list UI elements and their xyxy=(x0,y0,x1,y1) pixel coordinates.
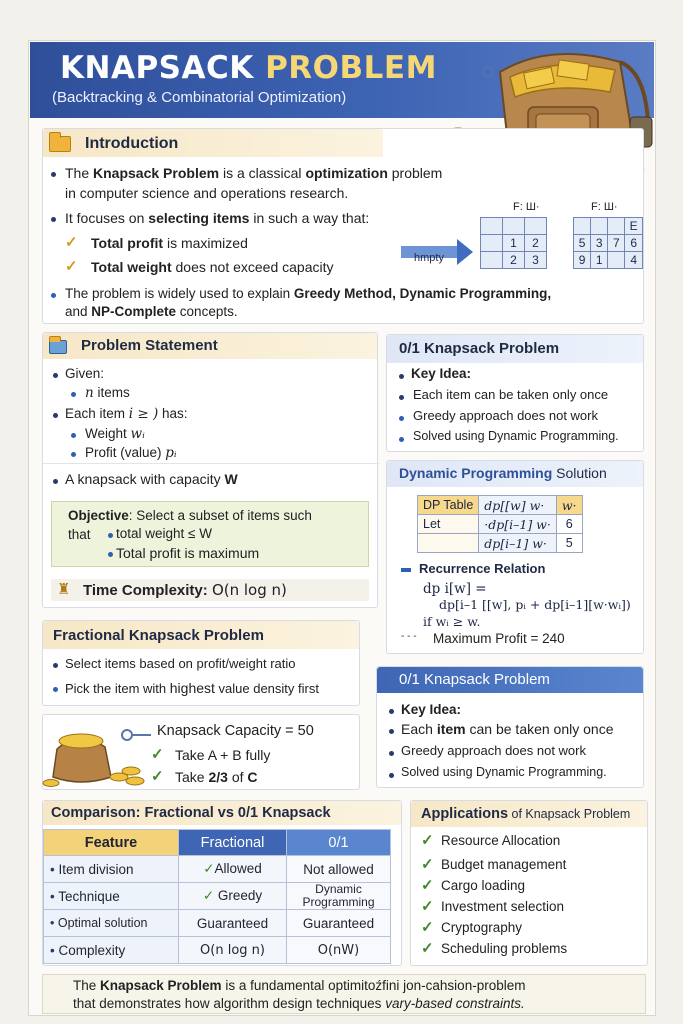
profit-item: Profit (value) pᵢ xyxy=(85,445,177,461)
objective-item-2: Total profit is maximum xyxy=(116,545,260,561)
applications-card xyxy=(410,800,648,966)
capacity-title: Knapsack Capacity = 50 xyxy=(157,723,314,739)
fractional-item-2: Pick the item with highest value density first xyxy=(65,680,319,696)
bullet-icon xyxy=(51,293,56,298)
zero-one-knapsack-card-top xyxy=(386,334,644,452)
bullet-icon xyxy=(389,709,394,714)
table-cell: Not allowed xyxy=(287,856,391,883)
check-icon: ✓ xyxy=(421,856,434,873)
given-label: Given: xyxy=(65,366,105,381)
footer-line-2: that demonstrates how algorithm design techniques vary-based constraints. xyxy=(73,996,525,1011)
page-title: KNAPSACK PROBLEM xyxy=(60,50,437,86)
bullet-icon xyxy=(71,452,76,457)
check-icon: ✓ xyxy=(421,940,434,957)
fractional-card xyxy=(42,620,360,706)
check-icon: ✓ xyxy=(65,258,78,275)
table-header-feature: Feature xyxy=(44,830,179,856)
table-row xyxy=(44,937,391,964)
trophy-icon: ♜ xyxy=(57,581,71,598)
application-item: Cargo loading xyxy=(441,878,526,893)
zero-one-item-2: Greedy approach does not work xyxy=(413,408,598,423)
dp-table-cell xyxy=(418,534,479,553)
table-cell: ✓Allowed xyxy=(179,856,287,883)
formula-line-3: if wᵢ ≥ w. xyxy=(423,614,481,629)
problem-statement-title: Problem Statement xyxy=(81,337,218,354)
folder-icon xyxy=(49,136,71,152)
table-cell: • Item division xyxy=(44,856,179,883)
illustration-table-1: 1 2 2 3 xyxy=(480,217,547,269)
n-items: n items xyxy=(85,385,130,401)
check-icon: ✓ xyxy=(421,919,434,936)
arrow-label: hmpty xyxy=(414,252,444,264)
objective-that: that xyxy=(68,527,91,542)
key-icon xyxy=(121,727,155,743)
check-icon: ✓ xyxy=(421,898,434,915)
illustration-table-2: E 5 3 7 6 9 1 4 xyxy=(573,217,643,269)
table2-header: F: Ш· xyxy=(591,201,618,213)
dash-marker: - - - xyxy=(401,631,417,642)
application-item: Budget management xyxy=(441,857,567,872)
check-icon: ✓ xyxy=(421,877,434,894)
time-complexity: Time Complexity: O(n log n) xyxy=(83,581,287,599)
capacity-step-2: Take 2/3 of C xyxy=(175,769,258,785)
table-row xyxy=(44,883,391,910)
dp-table-cell: ·dp[i–1] w· xyxy=(479,515,557,534)
intro-paragraph-3-line-2: and NP-Complete concepts. xyxy=(65,304,238,319)
weight-item: Weight wᵢ xyxy=(85,426,145,442)
bullet-icon xyxy=(399,416,404,421)
bullet-icon xyxy=(399,395,404,400)
dp-solution-title: Dynamic Programming Solution xyxy=(399,465,607,481)
applications-title: Applications of Knapsack Problem xyxy=(421,806,631,822)
application-item: Resource Allocation xyxy=(441,833,561,848)
bullet-icon xyxy=(53,373,58,378)
bullet-icon xyxy=(53,479,58,484)
check-icon: ✓ xyxy=(151,746,164,763)
table1-header: F: Ш· xyxy=(513,201,540,213)
table-cell: Dynamic Programming xyxy=(287,883,391,910)
objective-box xyxy=(51,501,369,567)
capacity-step-1: Take A + B fully xyxy=(175,747,271,763)
dp-table-cell: dp[[w] w· xyxy=(479,496,557,515)
introduction-title: Introduction xyxy=(85,135,179,152)
bullet-icon xyxy=(389,773,394,778)
table-cell: ✓ Greedy xyxy=(179,883,287,910)
key-idea-label-bottom: Key Idea: xyxy=(401,702,462,717)
fractional-item-1: Select items based on profit/weight ratio xyxy=(65,656,296,671)
dp-solution-card xyxy=(386,460,644,654)
key-idea-label: Key Idea: xyxy=(411,366,472,381)
zero-one-title-bottom: 0/1 Knapsack Problem xyxy=(399,671,550,688)
dp-table-cell: DP Table xyxy=(418,496,479,515)
bullet-icon xyxy=(53,413,58,418)
table-cell: • Technique xyxy=(44,883,179,910)
dp-table-cell: Let xyxy=(418,515,479,534)
bullet-icon xyxy=(71,433,76,438)
divider xyxy=(43,463,379,464)
comparison-title: Comparison: Fractional vs 0/1 Knapsack xyxy=(51,805,331,821)
table-cell: Guaranteed xyxy=(179,910,287,937)
zero-one-bottom-item-1: Each item can be taken only once xyxy=(401,721,614,737)
bullet-icon xyxy=(51,217,56,222)
capacity-example-card xyxy=(42,714,360,790)
application-item: Investment selection xyxy=(441,899,565,914)
footer-summary xyxy=(42,974,646,1014)
table-header-zero-one: 0/1 xyxy=(287,830,391,856)
bullet-icon xyxy=(71,392,76,397)
comparison-table xyxy=(43,829,391,964)
intro-paragraph-1-line-2: in computer science and operations research. xyxy=(65,185,349,201)
dp-table-cell: w· xyxy=(556,496,582,515)
dp-table-cell: 5 xyxy=(556,534,582,553)
problem-statement-card xyxy=(42,332,378,608)
bullet-icon xyxy=(399,374,404,379)
table-header-fractional: Fractional xyxy=(179,830,287,856)
bullet-icon xyxy=(389,729,394,734)
bullet-icon xyxy=(399,437,404,442)
zero-one-item-3: Solved using Dynamic Programming. xyxy=(413,429,619,443)
intro-check-2: Total weight does not exceed capacity xyxy=(91,259,334,275)
introduction-card xyxy=(42,128,644,324)
table-cell: O(nW) xyxy=(287,937,391,964)
max-profit: Maximum Profit = 240 xyxy=(433,631,565,646)
each-item: Each item i ≥ ) has: xyxy=(65,406,188,422)
dp-table-cell: dp[i–1] w· xyxy=(479,534,557,553)
formula-line-2: dp[i–1 [[w], pᵢ + dp[i–1][w·wᵢ]) xyxy=(439,597,631,612)
knapsack-capacity: A knapsack with capacity W xyxy=(65,471,238,487)
intro-paragraph-1: The Knapsack Problem is a classical optimization problem xyxy=(65,165,443,181)
bullet-icon xyxy=(53,663,58,668)
objective-item-1: total weight ≤ W xyxy=(116,526,212,541)
application-item: Cryptography xyxy=(441,920,523,935)
page-subtitle: (Backtracking & Combinatorial Optimization) xyxy=(52,89,347,106)
table-cell: O(n log n) xyxy=(179,937,287,964)
dp-table xyxy=(417,495,583,553)
comparison-card xyxy=(42,800,402,966)
bullet-icon xyxy=(389,751,394,756)
zero-one-title-top: 0/1 Knapsack Problem xyxy=(399,340,560,357)
check-icon: ✓ xyxy=(151,768,164,785)
zero-one-item-1: Each item can be taken only once xyxy=(413,387,609,402)
bullet-icon xyxy=(108,552,113,557)
fractional-title: Fractional Knapsack Problem xyxy=(53,627,264,644)
zero-one-knapsack-card-bottom xyxy=(376,666,644,788)
intro-paragraph-3: The problem is widely used to explain Greedy Method, Dynamic Programming, xyxy=(65,286,552,301)
dash-icon xyxy=(401,568,411,572)
table-row xyxy=(44,910,391,937)
recurrence-label: Recurrence Relation xyxy=(419,561,546,576)
bullet-icon xyxy=(53,687,58,692)
puzzle-icon xyxy=(49,340,67,354)
footer-line-1: The Knapsack Problem is a fundamental optimitoźfini jon-cahsion-problem xyxy=(73,978,526,993)
zero-one-bottom-item-2: Greedy approach does not work xyxy=(401,743,586,758)
check-icon: ✓ xyxy=(421,832,434,849)
check-icon: ✓ xyxy=(65,234,78,251)
application-item: Scheduling problems xyxy=(441,941,568,956)
zero-one-bottom-item-3: Solved using Dynamic Programming. xyxy=(401,765,607,779)
table-cell: • Optimal solution xyxy=(44,910,179,937)
intro-paragraph-2: It focuses on selecting items in such a way that: xyxy=(65,210,370,226)
table-row xyxy=(44,856,391,883)
formula-line-1: dp i[w] = xyxy=(423,581,487,597)
bullet-icon xyxy=(108,533,113,538)
dp-table-cell: 6 xyxy=(556,515,582,534)
table-cell: Guaranteed xyxy=(287,910,391,937)
table-cell: • Complexity xyxy=(44,937,179,964)
bullet-icon xyxy=(51,172,56,177)
objective-line: Objective: Select a subset of items such xyxy=(68,508,312,523)
intro-check-1: Total profit is maximized xyxy=(91,235,248,251)
